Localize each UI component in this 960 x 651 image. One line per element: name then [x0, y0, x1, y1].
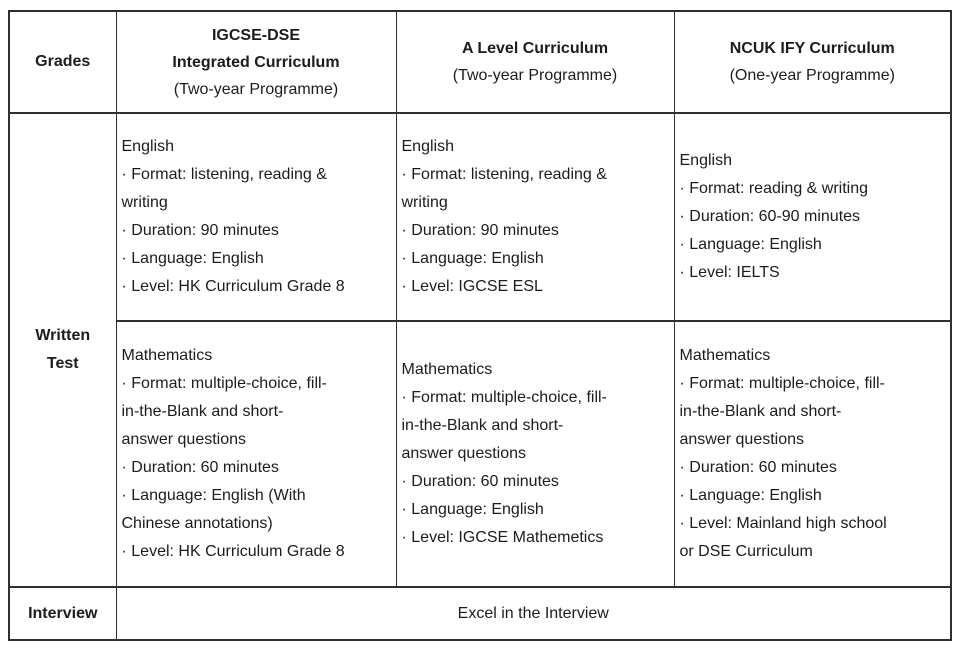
grades-header: [9, 11, 116, 113]
admission-test-table: [8, 10, 952, 641]
english-cell-ncuk-ify: English · Format: reading & writing · Duration: 60-90 minutes · Language: English · Level: IELTS: [674, 113, 951, 321]
interview-content: Excel in the Interview: [116, 587, 951, 640]
header-a-level-subtitle: (Two-year Programme): [452, 67, 618, 84]
header-a-level: [396, 11, 674, 113]
table-header-row: [9, 11, 951, 113]
written-test-row-label: Written Test: [9, 113, 116, 587]
header-igcse-dse-title: IGCSE-DSE Integrated Curriculum: [172, 26, 340, 71]
header-a-level-title: A Level Curriculum: [461, 40, 609, 57]
english-test-row: [9, 113, 951, 321]
english-cell-a-level: English · Format: listening, reading & writing · Duration: 90 minutes · Language: English · Level: IGCSE ESL: [396, 113, 674, 321]
math-cell-a-level: Mathematics · Format: multiple-choice, fill- in-the-Blank and short- answer questions · Duration: 60 minutes · Language: English · Level: IGCSE Mathemetics: [396, 321, 674, 587]
math-cell-ncuk-ify: Mathematics · Format: multiple-choice, fill- in-the-Blank and short- answer questions · Duration: 60 minutes · Language: English · Level: Mainland high school or DSE Curriculum: [674, 321, 951, 587]
header-igcse-dse: [116, 11, 396, 113]
interview-row: [9, 587, 951, 640]
header-igcse-dse-subtitle: (Two-year Programme): [173, 80, 339, 98]
interview-row-label: Interview: [9, 587, 116, 640]
header-ncuk-ify-subtitle: (One-year Programme): [729, 67, 895, 84]
english-cell-igcse-dse: English · Format: listening, reading & writing · Duration: 90 minutes · Language: English · Level: HK Curriculum Grade 8: [116, 113, 396, 321]
header-ncuk-ify-title: NCUK IFY Curriculum: [729, 40, 895, 57]
mathematics-test-row: [9, 321, 951, 587]
header-ncuk-ify: [674, 11, 951, 113]
grades-header-label: Grades: [35, 53, 91, 70]
math-cell-igcse-dse: Mathematics · Format: multiple-choice, fill- in-the-Blank and short- answer questions · Duration: 60 minutes · Language: English (With Chinese annotations) · Level: HK Curriculum Grade 8: [116, 321, 396, 587]
